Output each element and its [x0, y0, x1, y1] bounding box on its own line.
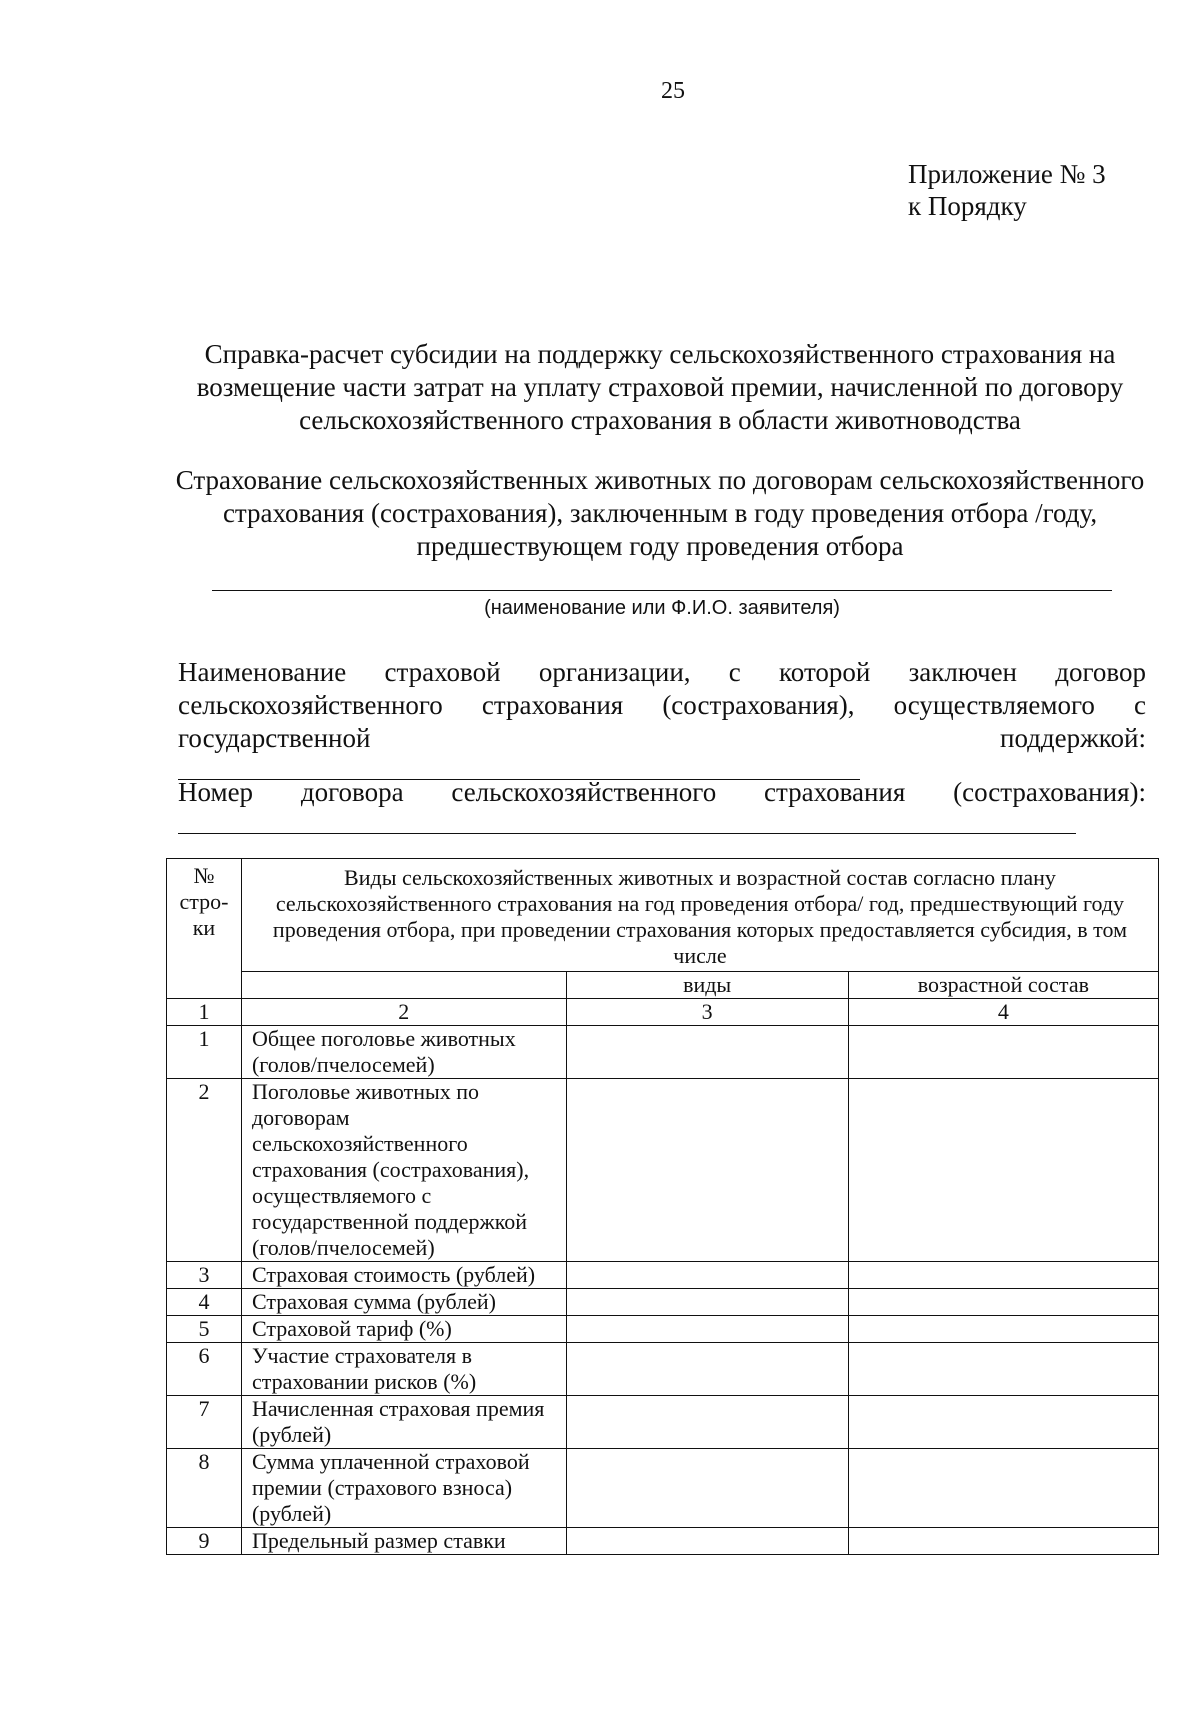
col-number-2: 2 [241, 999, 566, 1026]
row-types-value[interactable] [566, 1262, 848, 1289]
row-types-value[interactable] [566, 1449, 848, 1528]
document-title: Справка-расчет субсидии на поддержку сельскохозяйственного страхования на возмещение части затрат на уплату страховой премии, начисленной по договору сельскохозяйственного страхования в области животноводства [196, 339, 1124, 435]
insurer-label: Наименование страховой организации, с которой заключен договор сельскохозяйственного страхования (сострахования), осуществляемого с государственной поддержкой: [178, 657, 1146, 753]
row-age-value[interactable] [848, 1343, 1158, 1396]
document-subtitle: Страхование сельскохозяйственных животных по договорам сельскохозяйственного страхования (сострахования), заключенным в году проведения отбора /году, предшествующем году проведения отбора [175, 465, 1145, 561]
col-number-4: 4 [848, 999, 1158, 1026]
table-row [167, 1396, 1159, 1449]
calculation-table-wrapper [166, 858, 1159, 1555]
row-number: 1 [167, 1026, 242, 1079]
row-number: 3 [167, 1262, 242, 1289]
table-row [167, 1262, 1159, 1289]
row-label: Предельный размер ставки [241, 1528, 566, 1555]
row-label: Страховой тариф (%) [241, 1316, 566, 1343]
table-row [167, 1026, 1159, 1079]
row-number: 2 [167, 1079, 242, 1262]
header-main: Виды сельскохозяйственных животных и возрастной состав согласно плану сельскохозяйственного страхования на год проведения отбора/ год, предшествующий году проведения отбора, при проведении страхования которых предоставляется субсидия, в том числе [241, 859, 1158, 972]
row-label: Страховая стоимость (рублей) [241, 1262, 566, 1289]
contract-label: Номер договора сельскохозяйственного страхования (сострахования): [178, 777, 1146, 807]
page-number: 25 [661, 78, 685, 104]
appendix-line-2: к Порядку [908, 191, 1027, 221]
calculation-table [166, 858, 1159, 1555]
table-header-row [167, 859, 1159, 972]
table-row [167, 1079, 1159, 1262]
row-types-value[interactable] [566, 1026, 848, 1079]
row-types-value[interactable] [566, 1528, 848, 1555]
row-age-value[interactable] [848, 1026, 1158, 1079]
row-label: Общее поголовье животных (голов/пчелосемей) [241, 1026, 566, 1079]
applicant-caption: (наименование или Ф.И.О. заявителя) [484, 597, 840, 619]
col-number-3: 3 [566, 999, 848, 1026]
appendix-line-1: Приложение № 3 [908, 159, 1106, 189]
row-age-value[interactable] [848, 1262, 1158, 1289]
row-age-value[interactable] [848, 1396, 1158, 1449]
table-row [167, 1316, 1159, 1343]
row-number: 8 [167, 1449, 242, 1528]
row-types-value[interactable] [566, 1316, 848, 1343]
row-types-value[interactable] [566, 1396, 848, 1449]
row-label: Начисленная страховая премия (рублей) [241, 1396, 566, 1449]
table-row [167, 1289, 1159, 1316]
appendix-reference [908, 158, 1106, 222]
row-age-value[interactable] [848, 1289, 1158, 1316]
row-age-value[interactable] [848, 1079, 1158, 1262]
table-row [167, 1449, 1159, 1528]
header-row-number: № стро-ки [167, 859, 242, 999]
contract-fill-line[interactable] [178, 811, 1076, 834]
row-number: 4 [167, 1289, 242, 1316]
row-number: 6 [167, 1343, 242, 1396]
header-empty-cell [241, 972, 566, 999]
table-row [167, 1528, 1159, 1555]
col-number-1: 1 [167, 999, 242, 1026]
row-age-value[interactable] [848, 1528, 1158, 1555]
column-number-row [167, 999, 1159, 1026]
row-types-value[interactable] [566, 1079, 848, 1262]
row-label: Поголовье животных по договорам сельскохозяйственного страхования (сострахования), осуществляемого с государственной поддержкой (голов/пчелосемей) [241, 1079, 566, 1262]
row-age-value[interactable] [848, 1316, 1158, 1343]
row-types-value[interactable] [566, 1289, 848, 1316]
row-number: 9 [167, 1528, 242, 1555]
insurer-field [178, 656, 1146, 788]
row-label: Сумма уплаченной страховой премии (страхового взноса) (рублей) [241, 1449, 566, 1528]
row-label: Участие страхователя в страховании рисков (%) [241, 1343, 566, 1396]
table-subheader-row [167, 972, 1159, 999]
header-types: виды [566, 972, 848, 999]
table-row [167, 1343, 1159, 1396]
row-age-value[interactable] [848, 1449, 1158, 1528]
row-types-value[interactable] [566, 1343, 848, 1396]
row-number: 5 [167, 1316, 242, 1343]
row-label: Страховая сумма (рублей) [241, 1289, 566, 1316]
contract-field [178, 776, 1146, 842]
applicant-fill-line[interactable] [212, 590, 1112, 591]
row-number: 7 [167, 1396, 242, 1449]
header-age: возрастной состав [848, 972, 1158, 999]
